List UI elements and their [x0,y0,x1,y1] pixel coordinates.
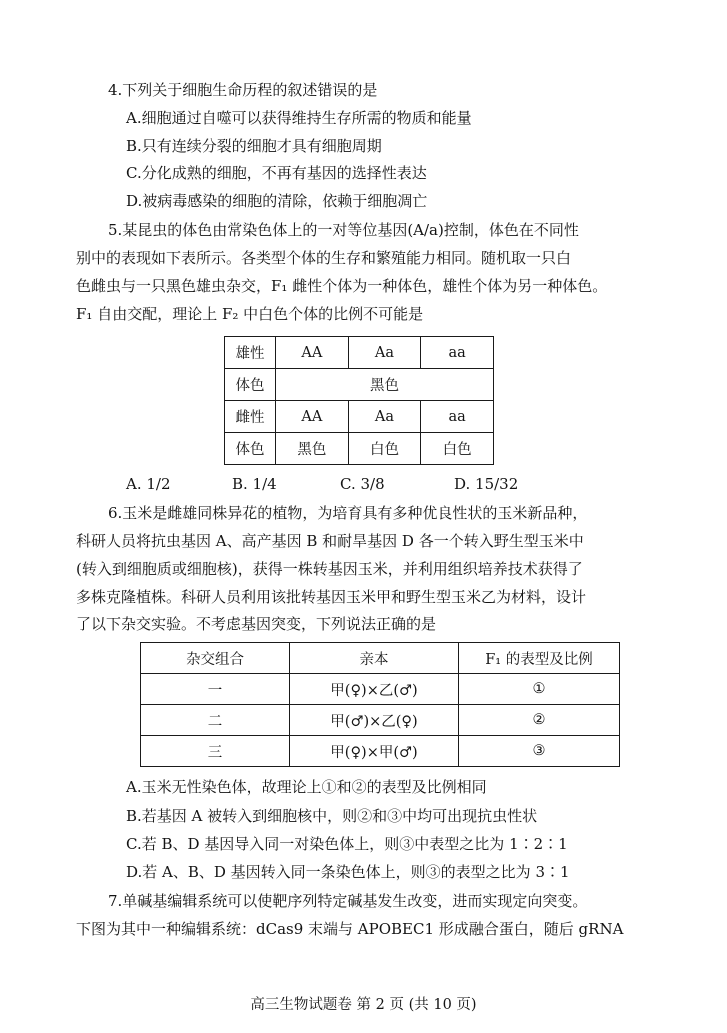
q7-stem-line-2: 下图为其中一种编辑系统：dCas9 末端与 APOBEC1 形成融合蛋白，随后 gRNA [76,920,624,938]
female-color-3: 白色 [421,433,494,465]
q4-stem: 4.下列关于细胞生命历程的叙述错误的是 [108,81,378,99]
male-color-label: 体色 [225,369,276,401]
female-label: 雌性 [225,401,276,433]
parents: 甲(♂)×乙(♀) [290,705,459,736]
cross-id: 二 [141,705,290,736]
f1-result: ③ [459,736,620,767]
q4-option-b: B.只有连续分裂的细胞才具有细胞周期 [126,137,382,155]
parents: 甲(♀)×甲(♂) [290,736,459,767]
q5-stem-line-3: 色雌虫与一只黑色雄虫杂交，F₁ 雌性个体为一种体色，雄性个体为另一种体色。 [76,277,608,295]
male-color: 黑色 [276,369,494,401]
q6-table [140,642,620,767]
male-label: 雄性 [225,337,276,369]
female-color-label: 体色 [225,433,276,465]
q6-stem-line-3: (转入到细胞质或细胞核)，获得一株转基因玉米，并利用组织培养技术获得了 [76,560,583,578]
q6-option-a: A.玉米无性染色体，故理论上①和②的表型及比例相同 [126,778,487,796]
q4-option-a: A.细胞通过自噬可以获得维持生存所需的物质和能量 [126,109,472,127]
f1-result: ① [459,674,620,705]
header-cross: 杂交组合 [141,643,290,674]
q5-option-b: B. 1/4 [232,475,277,493]
table-row [225,433,494,465]
parents: 甲(♀)×乙(♂) [290,674,459,705]
table-row [141,674,620,705]
q6-stem-line-2: 科研人员将抗虫基因 A、高产基因 B 和耐旱基因 D 各一个转入野生型玉米中 [76,532,584,550]
female-genotype-aa-dominant: AA [276,401,349,433]
q6-stem-line-1: 6.玉米是雌雄同株异花的植物，为培育具有多种优良性状的玉米新品种， [108,504,588,522]
header-f1: F₁ 的表型及比例 [459,643,620,674]
table-row [225,401,494,433]
q5-stem-line-2: 别中的表现如下表所示。各类型个体的生存和繁殖能力相同。随机取一只白 [76,249,572,267]
f1-result: ② [459,705,620,736]
q5-option-d: D. 15/32 [454,475,519,493]
q6-stem-line-5: 了以下杂交实验。不考虑基因突变，下列说法正确的是 [76,615,437,633]
q5-option-a: A. 1/2 [126,475,171,493]
table-row [141,705,620,736]
q6-option-d: D.若 A、B、D 基因转入同一条染色体上，则③的表型之比为 3∶1 [126,863,570,881]
q6-option-c: C.若 B、D 基因导入同一对染色体上，则③中表型之比为 1∶2∶1 [126,835,568,853]
female-color-2: 白色 [348,433,421,465]
q5-option-c: C. 3/8 [340,475,385,493]
male-genotype-aa-dominant: AA [276,337,349,369]
table-row [225,369,494,401]
q7-stem-line-1: 7.单碱基编辑系统可以使靶序列特定碱基发生改变，进而实现定向突变。 [108,892,588,910]
female-genotype-aa-hetero: Aa [348,401,421,433]
male-genotype-aa-hetero: Aa [348,337,421,369]
q6-stem-line-4: 多株克隆植株。科研人员利用该批转基因玉米甲和野生型玉米乙为材料，设计 [76,588,587,606]
q5-stem-line-1: 5.某昆虫的体色由常染色体上的一对等位基因(A/a)控制，体色在不同性 [108,221,579,239]
page-footer: 高三生物试题卷 第 2 页 (共 10 页) [250,997,477,1013]
cross-id: 一 [141,674,290,705]
female-genotype-aa-recessive: aa [421,401,494,433]
male-genotype-aa-recessive: aa [421,337,494,369]
q4-option-c: C.分化成熟的细胞，不再有基因的选择性表达 [126,164,427,182]
table-row [141,736,620,767]
table-header-row [141,643,620,674]
female-color-1: 黑色 [276,433,349,465]
q4-option-d: D.被病毒感染的细胞的清除，依赖于细胞凋亡 [126,192,428,210]
header-parents: 亲本 [290,643,459,674]
q5-table [224,336,494,465]
q5-stem-line-4: F₁ 自由交配，理论上 F₂ 中白色个体的比例不可能是 [76,305,424,323]
cross-id: 三 [141,736,290,767]
table-row [225,337,494,369]
q6-option-b: B.若基因 A 被转入到细胞核中，则②和③中均可出现抗虫性状 [126,807,538,825]
